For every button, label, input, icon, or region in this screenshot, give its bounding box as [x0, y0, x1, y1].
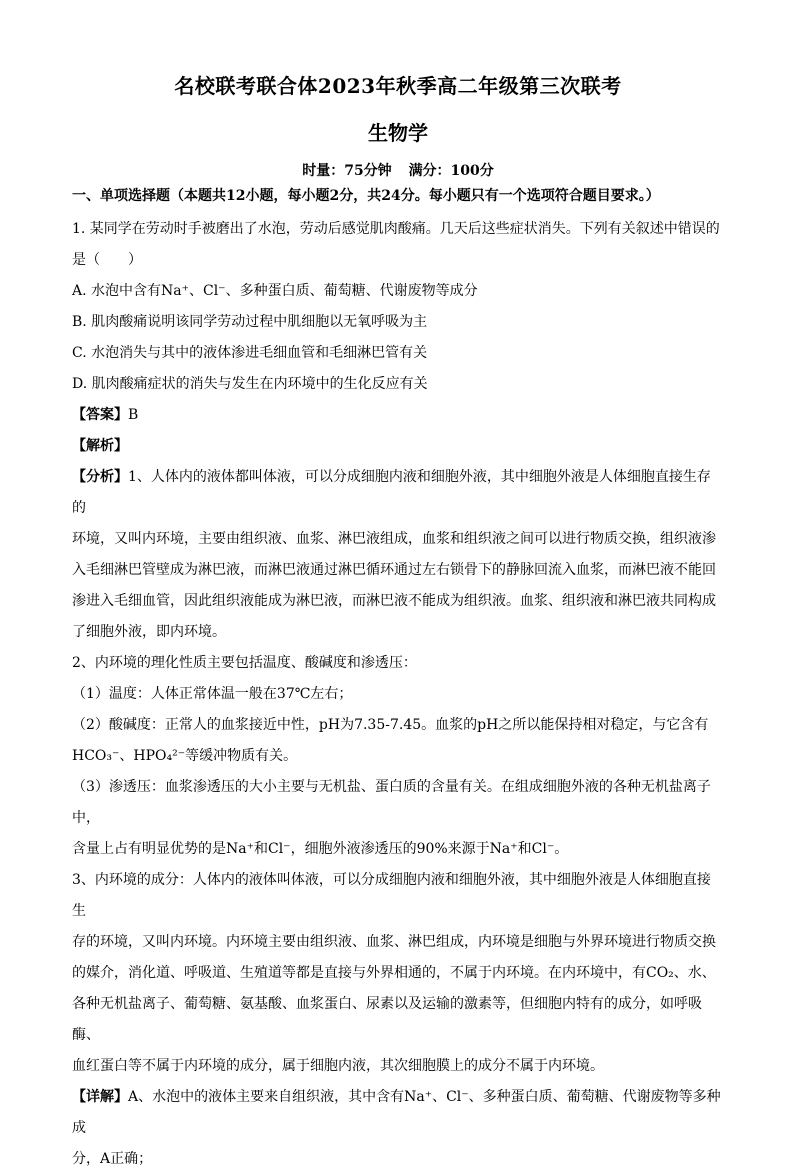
answer-line: [72, 400, 724, 431]
option-b: B. 肌肉酸痛说明该同学劳动过程中肌细胞以无氧呼吸为主: [72, 314, 428, 330]
fenxi-line-3: 入毛细淋巴管壁成为淋巴液，而淋巴液通过淋巴循环通过左右锁骨下的静脉回流入血浆，而淋巴液不能回: [72, 562, 716, 578]
answer-tag: 【答案】: [72, 407, 128, 423]
question-stem-line2: 是（ ）: [72, 252, 142, 268]
option-d: D. 肌肉酸痛症状的消失与发生在内环境中的生化反应有关: [72, 376, 428, 392]
point2-line-5: （3）渗透压：血浆渗透压的大小主要与无机盐、蛋白质的含量有关。在组成细胞外液的各种无机盐离子中，: [72, 779, 711, 826]
section-heading: 一、单项选择题（本题共12小题，每小题2分，共24分。每小题只有一个选项符合题目要求。）: [72, 188, 660, 204]
point3-line-2: 存的环境，又叫内环境。内环境主要由组织液、血浆、淋巴组成，内环境是细胞与外界环境进行物质交换: [72, 934, 716, 950]
document-page: [72, 60, 724, 1175]
time-label: 时量：75分钟: [302, 163, 392, 179]
fenxi-line-1: [72, 462, 724, 524]
point3-line-5: 血红蛋白等不属于内环境的成分，属于细胞内液，其次细胞膜上的成分不属于内环境。: [72, 1058, 604, 1074]
analysis-tag: 【解析】: [72, 438, 128, 454]
detail-tag: 【详解】: [72, 1089, 128, 1105]
detail-line-1: [72, 1082, 724, 1144]
fenxi-line-2: 环境，又叫内环境，主要由组织液、血浆、淋巴液组成，血浆和组织液之间可以进行物质交换，组织液渗: [72, 531, 716, 547]
answer-value: B: [128, 407, 139, 423]
point3-line-3: 的媒介，消化道、呼吸道、生殖道等都是直接与外界相通的，不属于内环境。在内环境中，有CO₂、水、: [72, 965, 716, 981]
fenxi-text: 1、人体内的液体都叫体液，可以分成细胞内液和细胞外液，其中细胞外液是人体细胞直接生存的: [72, 469, 711, 516]
score-label: 满分：100分: [408, 163, 494, 179]
detail-line-2: 分，A正确；: [72, 1151, 153, 1167]
analysis-line: [72, 431, 724, 462]
fenxi-line-4: 渗进入毛细血管，因此组织液能成为淋巴液，而淋巴液不能成为组织液。血浆、组织液和淋巴液共同构成: [72, 593, 716, 609]
detail-text: A、水泡中的液体主要来自组织液，其中含有Na⁺、Cl⁻、多种蛋白质、葡萄糖、代谢废物等多种成: [72, 1089, 721, 1136]
option-a: A. 水泡中含有Na⁺、Cl⁻、多种蛋白质、葡萄糖、代谢废物等成分: [72, 283, 478, 299]
point2-line-6: 含量上占有明显优势的是Na⁺和Cl⁻，细胞外液渗透压的90%来源于Na⁺和Cl⁻。: [72, 841, 569, 857]
point2-line-4: HCO₃⁻、HPO₄²⁻等缓冲物质有关。: [72, 748, 298, 764]
point2-line-3: （2）酸碱度：正常人的血浆接近中性，pH为7.35-7.45。血浆的pH之所以能保持相对稳定，与它含有: [72, 717, 709, 733]
point3-line-1: 3、内环境的成分：人体内的液体叫体液，可以分成细胞内液和细胞外液，其中细胞外液是人体细胞直接生: [72, 872, 711, 919]
exam-info: [72, 160, 724, 180]
subject-title: 生物学: [368, 121, 428, 145]
point3-line-4: 各种无机盐离子、葡萄糖、氨基酸、血浆蛋白、尿素以及运输的激素等，但细胞内特有的成分，如呼吸酶、: [72, 996, 702, 1043]
point2-line-1: 2、内环境的理化性质主要包括温度、酸碱度和渗透压：: [72, 655, 417, 671]
point2-line-2: （1）温度：人体正常体温一般在37℃左右；: [72, 686, 353, 702]
question-stem-line1: 1. 某同学在劳动时手被磨出了水泡，劳动后感觉肌肉酸痛。几天后这些症状消失。下列有关叙述中错误的: [72, 221, 720, 237]
exam-title: 名校联考联合体2023年秋季高二年级第三次联考: [174, 74, 622, 98]
option-c: C. 水泡消失与其中的液体渗进毛细血管和毛细淋巴管有关: [72, 345, 428, 361]
fenxi-line-5: 了细胞外液，即内环境。: [72, 624, 226, 640]
fenxi-tag: 【分析】: [72, 469, 128, 485]
